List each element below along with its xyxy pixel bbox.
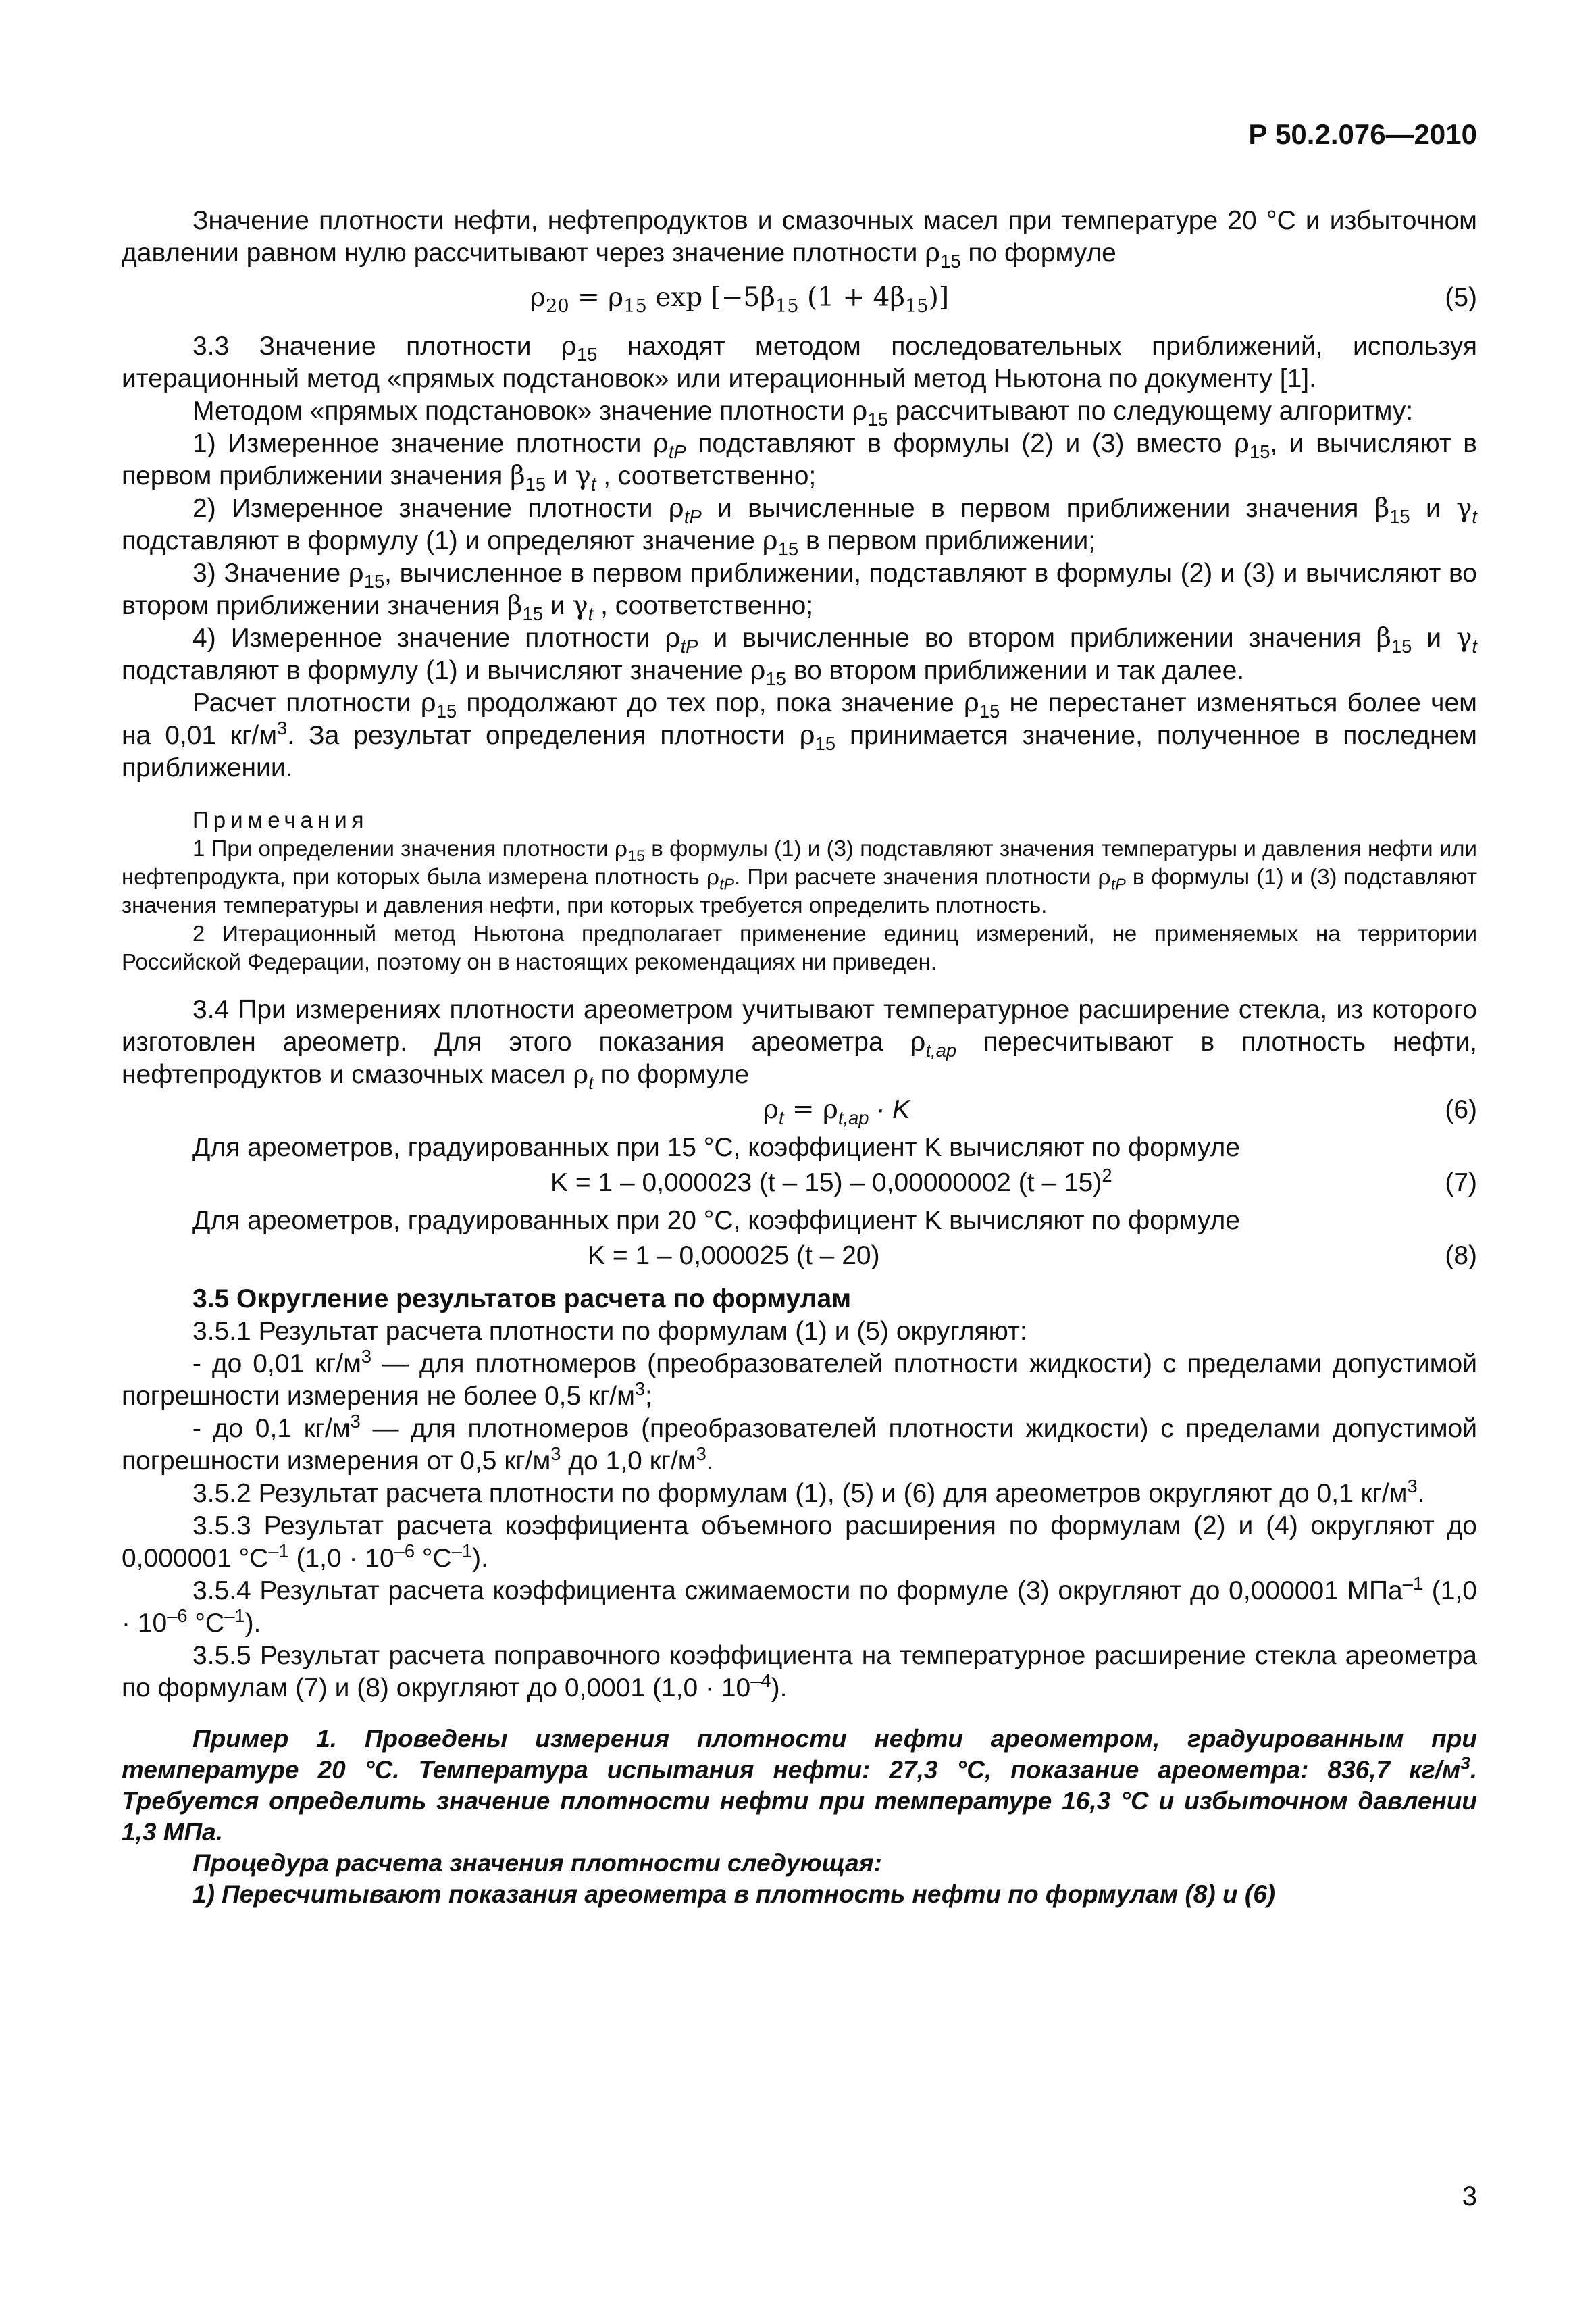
formula-5: $\rho_{20} = \rho_{15}$ $\exp [-5\beta_{15}$ $(1 + 4\beta_{15})$] (5)	[530, 282, 1477, 317]
paragraph-3-4: 3.4 При измерениях плотности ареометром учитывают температурное расширение стекла, из которого изготовлен ареометр. Для этого показания ареометра $\rho_{t,ap}$ пересчитывают в плотность нефти, нефтепродуктов и смазочных масел $\rho_t$ по формуле	[122, 995, 1477, 1093]
note-2: 2 Итерационный метод Ньютона предполагает применение единиц измерений, не применяемых на территории Российской Федерации, поэтому он в настоящих рекомендациях ни приведен.	[122, 921, 1477, 974]
step-3: 3) Значение $\rho_{15}$, вычисленное в первом приближении, подставляют в формулы (2) и (3) и вычисляют во втором приближении значения $\beta_{15}$ и $\gamma_t$ , соответственно;	[122, 558, 1477, 624]
example-procedure: Процедура расчета значения плотности следующая:	[192, 1849, 882, 1877]
document-code: Р 50.2.076—2010	[1248, 118, 1477, 150]
formula-number: (5)	[1445, 283, 1477, 312]
formula-number: (8)	[1445, 1241, 1477, 1270]
page-body	[122, 205, 1477, 1910]
paragraph-k20: Для ареометров, градуированных при 20 °С, коэффициент K вычисляют по формуле	[192, 1206, 1240, 1235]
paragraph-intro: Значение плотности нефти, нефтепродуктов и смазочных масел при температуре 20 °С и избыточном давлении равном нулю рассчитывают через значение плотности $\rho_{15}$ по формуле	[122, 206, 1477, 272]
formula-7: K = 1 – 0,000023 (t – 15) – 0,00000002 (t – 15)$^2$ (7)	[122, 1164, 1477, 1205]
paragraph-3-5-4: 3.5.4 Результат расчета коэффициента сжимаемости по формуле (3) округляют до 0,000001 МПа$^{-1}$ ($1,0 \cdot 10^{-6}$ $^\circ С^{-1}$).	[122, 1573, 1478, 1638]
example-block	[122, 1724, 1477, 1910]
notes-title: Примечания	[192, 807, 369, 832]
formula-number: (6)	[1445, 1095, 1477, 1124]
step-1: 1) Измеренное значение плотности $\rho_{tP}$ подставляют в формулы (2) и (3) вместо $\rho_{15}$, и вычисляют в первом приближении значения $\beta_{15}$ и $\gamma_t$ , соответственно;	[122, 428, 1477, 495]
paragraph-3-5-3: 3.5.3 Результат расчета коэффициента объемного расширения по формулам (2) и (4) округляют до 0,000001 $^\circ С^{-1}$ ($1,0 \cdot 10^{-6}$ $^\circ С^{-1}$).	[122, 1511, 1477, 1573]
notes-block	[122, 806, 1477, 976]
formula-6: $\rho_t = \rho_{t,ap} \cdot K$ (6)	[763, 1095, 1477, 1128]
paragraph-3-5-2: 3.5.2 Результат расчета плотности по формулам (1), (5) и (6) для ареометров округляют до 0,1 $кг/м^3$.	[192, 1476, 1425, 1508]
paragraph-3-5-5: 3.5.5 Результат расчета поправочного коэффициента на температурное расширение стекла ареометра по формулам (7) и (8) округляют до 0,0001 $(1,0 \cdot 10^{-4})$.	[122, 1641, 1477, 1703]
paragraph-algorithm: Методом «прямых подстановок» значение плотности $\rho_{15}$ рассчитывают по следующему алгоритму:	[192, 396, 1414, 430]
bullet-2: - до 0,1 $кг/м^3$ — для плотномеров (преобразователей плотности жидкости) с пределами допустимой погрешности измерения от 0,5 $кг/м^3$ до 1,0 $кг/м^3$.	[122, 1411, 1477, 1476]
formula-8: K = 1 – 0,000025 (t – 20) (8)	[122, 1237, 1477, 1278]
paragraph-calculation: Расчет плотности $\rho_{15}$ продолжают до тех пор, пока значение $\rho_{15}$ не перестанет изменяться более чем на 0,01 $кг/м^3$. За результат определения плотности $\rho_{15}$ принимается значение, полученное в последнем приближении.	[122, 688, 1477, 782]
note-1: 1 При определении значения плотности $\rho_{15}$ в формулы (1) и (3) подставляют значения температуры и давления нефти или нефтепродукта, при которых была измерена плотность $\rho_{tP}$. При расчете значения плотности $\rho_{tP}$ в формулы (1) и (3) подставляют значения температуры и давления нефти, при которых требуется определить плотность.	[122, 835, 1477, 917]
example-1: Пример 1. Проведены измерения плотности нефти ареометром, градуированным при температуре 20 °С. Температура испытания нефти: 27,3 °С, показание ареометра: 836,7 $кг/м^3$. Требуется определить значение плотности нефти при температуре 16,3 °С и избыточном давлении 1,3 МПа.	[122, 1725, 1477, 1846]
paragraph-3-3: 3.3 Значение плотности $\rho_{15}$ находят методом последовательных приближений, используя итерационный метод «прямых подстановок» или итерационный метод Ньютона по документу [1].	[122, 331, 1477, 393]
example-step-1: 1) Пересчитывают показания ареометра в плотность нефти по формулам (8) и (6)	[192, 1880, 1276, 1908]
formula-number: (7)	[1445, 1168, 1477, 1197]
step-2: 2) Измеренное значение плотности $\rho_{tP}$ и вычисленные в первом приближении значения $\beta_{15}$ и $\gamma_t$ подставляют в формулу (1) и определяют значение $\rho_{15}$ в первом приближении;	[122, 493, 1477, 559]
page-number: 3	[1462, 2182, 1477, 2211]
paragraph-3-5-1: 3.5.1 Результат расчета плотности по формулам (1) и (5) округляют:	[192, 1317, 1027, 1346]
bullet-1: - до 0,01 $кг/м^3$ — для плотномеров (преобразователей плотности жидкости) с пределами допустимой погрешности измерения не более 0,5 $кг/м^3$;	[122, 1346, 1477, 1411]
step-4: 4) Измеренное значение плотности $\rho_{tP}$ и вычисленные во втором приближении значения $\beta_{15}$ и $\gamma_t$ подставляют в формулу (1) и вычисляют значение $\rho_{15}$ во втором приближении и так далее.	[122, 623, 1477, 689]
paragraph-k15: Для ареометров, градуированных при 15 °С, коэффициент K вычисляют по формуле	[192, 1133, 1240, 1162]
section-heading-3-5: 3.5 Округление результатов расчета по формулам	[192, 1284, 852, 1313]
